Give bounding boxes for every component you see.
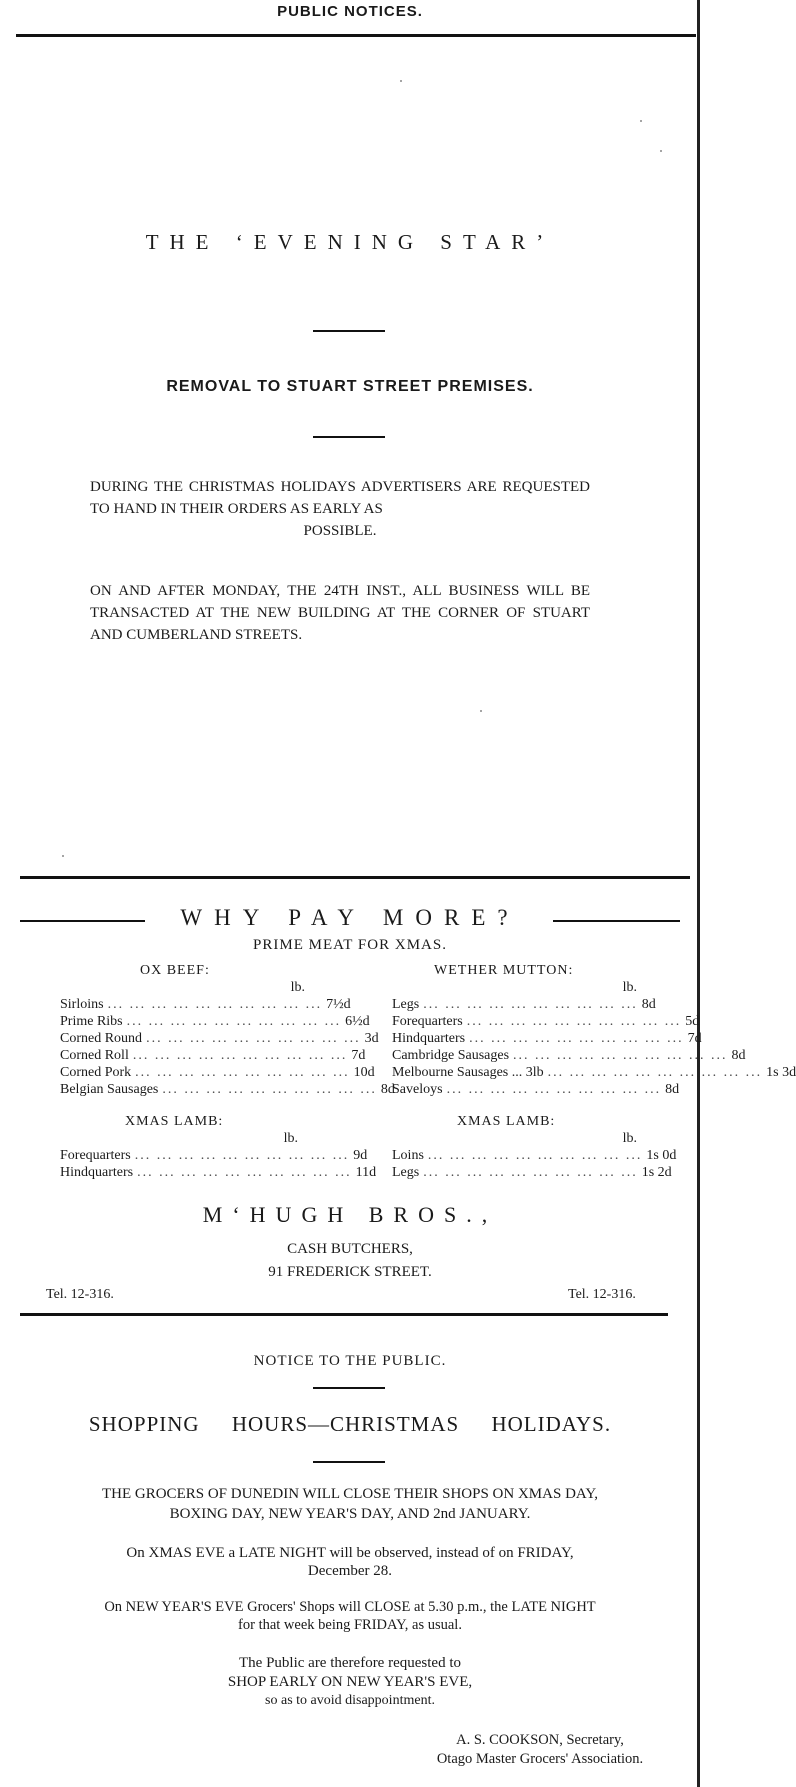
price-item-name: Legs bbox=[392, 997, 420, 1012]
grocers-headline: SHOPPING HOURS—CHRISTMAS HOLIDAYS. bbox=[88, 1412, 612, 1436]
price-item-name: Hindquarters bbox=[60, 1165, 134, 1180]
price-item-name: Melbourne Sausages ... 3lb bbox=[392, 1065, 544, 1080]
price-item-name: Corned Round bbox=[60, 1031, 143, 1046]
divider bbox=[313, 330, 385, 332]
price-item-name: Prime Ribs bbox=[60, 1014, 123, 1029]
price-value: 10d bbox=[353, 1065, 375, 1080]
price-value: 6½d bbox=[345, 1014, 370, 1029]
leader-dots: ... ... ... ... ... ... ... ... ... ... bbox=[469, 1031, 684, 1046]
leader-dots: ... ... ... ... ... ... ... ... ... ... bbox=[547, 1065, 763, 1080]
price-item-name: Corned Pork bbox=[60, 1065, 132, 1080]
evening-star-para-1-text: DURING THE CHRISTMAS HOLIDAYS ADVERTISERS ARE REQUESTED TO HAND IN THEIR ORDERS AS EARLY AS bbox=[90, 479, 590, 517]
price-value: 8d bbox=[731, 1048, 746, 1063]
price-value: 1s 0d bbox=[646, 1148, 677, 1163]
price-item-name: Forequarters bbox=[60, 1148, 131, 1163]
leader-dots: ... ... ... ... ... ... ... ... ... ... bbox=[135, 1065, 350, 1080]
price-item-name: Sirloins bbox=[60, 997, 104, 1012]
price-row bbox=[392, 1047, 746, 1064]
xmas-lamb-right-unit: lb. bbox=[622, 1131, 637, 1146]
section-rule bbox=[20, 1313, 668, 1316]
ox-beef-heading: OX BEEF: bbox=[140, 963, 210, 978]
price-row bbox=[392, 1064, 796, 1081]
butcher-tel-left: Tel. 12-316. bbox=[46, 1287, 114, 1302]
leader-dots: ... ... ... ... ... ... ... ... ... ... bbox=[162, 1082, 377, 1097]
divider bbox=[313, 1387, 385, 1389]
leader-dots: ... ... ... ... ... ... ... ... ... ... bbox=[423, 1165, 638, 1180]
evening-star-para-1 bbox=[90, 476, 590, 542]
leader-dots: ... ... ... ... ... ... ... ... ... ... bbox=[107, 997, 323, 1012]
grocers-p2-line2: December 28. bbox=[307, 1563, 393, 1579]
price-row bbox=[392, 1147, 677, 1164]
evening-star-subtitle: REMOVAL TO STUART STREET PREMISES. bbox=[166, 378, 534, 395]
butcher-address: 91 FREDERICK STREET. bbox=[268, 1264, 432, 1280]
grocers-p4-line3: so as to avoid disappointment. bbox=[265, 1693, 435, 1708]
price-value: 7d bbox=[687, 1031, 702, 1046]
price-item-name: Loins bbox=[392, 1148, 424, 1163]
leader-dots: ... ... ... ... ... ... ... ... ... ... bbox=[126, 1014, 342, 1029]
price-item-name: Hindquarters bbox=[392, 1031, 466, 1046]
price-value: 11d bbox=[355, 1165, 377, 1180]
price-item-name: Belgian Sausages bbox=[60, 1082, 159, 1097]
price-row bbox=[60, 1030, 379, 1047]
price-value: 7½d bbox=[326, 997, 351, 1012]
evening-star-para-1-last: POSSIBLE. bbox=[303, 523, 377, 539]
grocers-p4-line1: The Public are therefore requested to bbox=[239, 1655, 461, 1671]
grocers-p3-line1: On NEW YEAR'S EVE Grocers' Shops will CLOSE at 5.30 p.m., the LATE NIGHT bbox=[104, 1599, 596, 1615]
ox-beef-rows bbox=[60, 996, 395, 1098]
price-row bbox=[60, 1081, 395, 1098]
leader-dots: ... ... ... ... ... ... ... ... ... ... bbox=[146, 1031, 361, 1046]
grocers-p4-line2: SHOP EARLY ON NEW YEAR'S EVE, bbox=[227, 1674, 473, 1690]
print-speck bbox=[640, 120, 642, 122]
print-speck bbox=[400, 80, 402, 82]
grocers-signature-2: Otago Master Grocers' Association. bbox=[436, 1751, 644, 1767]
divider bbox=[313, 436, 385, 438]
price-row bbox=[60, 1064, 375, 1081]
grocers-signature-1: A. S. COOKSON, Secretary, bbox=[456, 1732, 624, 1748]
section-rule bbox=[20, 876, 690, 879]
butcher-trade: CASH BUTCHERS, bbox=[287, 1241, 413, 1257]
divider bbox=[313, 1461, 385, 1463]
price-row bbox=[392, 996, 656, 1013]
ox-beef-unit: lb. bbox=[290, 980, 305, 995]
evening-star-para-2: ON AND AFTER MONDAY, THE 24TH INST., ALL BUSINESS WILL BE TRANSACTED AT THE NEW BUILDING AT THE CORNER OF STUART AND CUMBERLAND STREETS. bbox=[90, 583, 590, 643]
price-item-name: Forequarters bbox=[392, 1014, 463, 1029]
price-row bbox=[60, 1147, 368, 1164]
xmas-lamb-left-heading: XMAS LAMB: bbox=[125, 1114, 224, 1129]
leader-dots: ... ... ... ... ... ... ... ... ... ... bbox=[132, 1048, 348, 1063]
price-value: 9d bbox=[353, 1148, 368, 1163]
butcher-tel-right: Tel. 12-316. bbox=[568, 1287, 636, 1302]
wether-mutton-heading: WETHER MUTTON: bbox=[434, 963, 574, 978]
price-row bbox=[392, 1013, 700, 1030]
price-row bbox=[60, 1047, 366, 1064]
butcher-headline: WHY PAY MORE? bbox=[180, 905, 520, 930]
grocers-p1-line1: THE GROCERS OF DUNEDIN WILL CLOSE THEIR SHOPS ON XMAS DAY, bbox=[101, 1486, 599, 1502]
price-item-name: Saveloys bbox=[392, 1082, 443, 1097]
header-rule bbox=[16, 34, 696, 37]
grocers-notice: NOTICE TO THE PUBLIC. bbox=[253, 1353, 447, 1369]
wether-mutton-unit: lb. bbox=[622, 980, 637, 995]
xmas-lamb-left-table bbox=[60, 1113, 377, 1181]
price-row bbox=[60, 996, 351, 1013]
grocers-p1-line2: BOXING DAY, NEW YEAR'S DAY, AND 2nd JANUARY. bbox=[169, 1506, 531, 1522]
price-row bbox=[60, 1013, 370, 1030]
price-row bbox=[392, 1164, 672, 1181]
leader-dots: ... ... ... ... ... ... ... ... ... ... bbox=[513, 1048, 728, 1063]
price-item-name: Legs bbox=[392, 1165, 420, 1180]
price-value: 8d bbox=[665, 1082, 680, 1097]
price-value: 1s 2d bbox=[641, 1165, 672, 1180]
xmas-lamb-left-rows bbox=[60, 1147, 377, 1181]
leader-dots: ... ... ... ... ... ... ... ... ... ... bbox=[466, 1014, 682, 1029]
leader-dots: ... ... ... ... ... ... ... ... ... ... bbox=[134, 1148, 350, 1163]
price-row bbox=[60, 1164, 377, 1181]
print-speck bbox=[62, 855, 64, 857]
evening-star-title: THE ‘EVENING STAR’ bbox=[145, 230, 555, 254]
price-item-name: Corned Roll bbox=[60, 1048, 129, 1063]
print-speck bbox=[660, 150, 662, 152]
xmas-lamb-right-table bbox=[392, 1113, 677, 1181]
grocers-p3-line2: for that week being FRIDAY, as usual. bbox=[238, 1617, 462, 1633]
price-value: 7d bbox=[351, 1048, 366, 1063]
price-value: 8d bbox=[380, 1082, 395, 1097]
price-value: 5d bbox=[685, 1014, 700, 1029]
price-row bbox=[392, 1081, 680, 1098]
leader-dots: ... ... ... ... ... ... ... ... ... ... bbox=[446, 1082, 662, 1097]
section-title: PUBLIC NOTICES. bbox=[277, 3, 423, 20]
leader-dots: ... ... ... ... ... ... ... ... ... ... bbox=[423, 997, 638, 1012]
price-value: 1s 3d bbox=[766, 1065, 796, 1080]
price-value: 8d bbox=[641, 997, 656, 1012]
price-row bbox=[392, 1030, 702, 1047]
xmas-lamb-left-unit: lb. bbox=[283, 1131, 298, 1146]
wether-mutton-rows bbox=[392, 996, 796, 1098]
butcher-subhead: PRIME MEAT FOR XMAS. bbox=[253, 937, 447, 953]
grocers-p2-line1: On XMAS EVE a LATE NIGHT will be observed, instead of on FRIDAY, bbox=[126, 1545, 574, 1561]
ox-beef-table bbox=[60, 962, 395, 1098]
print-speck bbox=[480, 710, 482, 712]
leader-dots: ... ... ... ... ... ... ... ... ... ... bbox=[427, 1148, 643, 1163]
wether-mutton-table bbox=[392, 962, 796, 1098]
price-item-name: Cambridge Sausages bbox=[392, 1048, 510, 1063]
butcher-name: M‘HUGH BROS., bbox=[202, 1202, 498, 1227]
xmas-lamb-right-rows bbox=[392, 1147, 677, 1181]
price-value: 3d bbox=[364, 1031, 379, 1046]
leader-dots: ... ... ... ... ... ... ... ... ... ... bbox=[137, 1165, 352, 1180]
xmas-lamb-right-heading: XMAS LAMB: bbox=[457, 1114, 556, 1129]
